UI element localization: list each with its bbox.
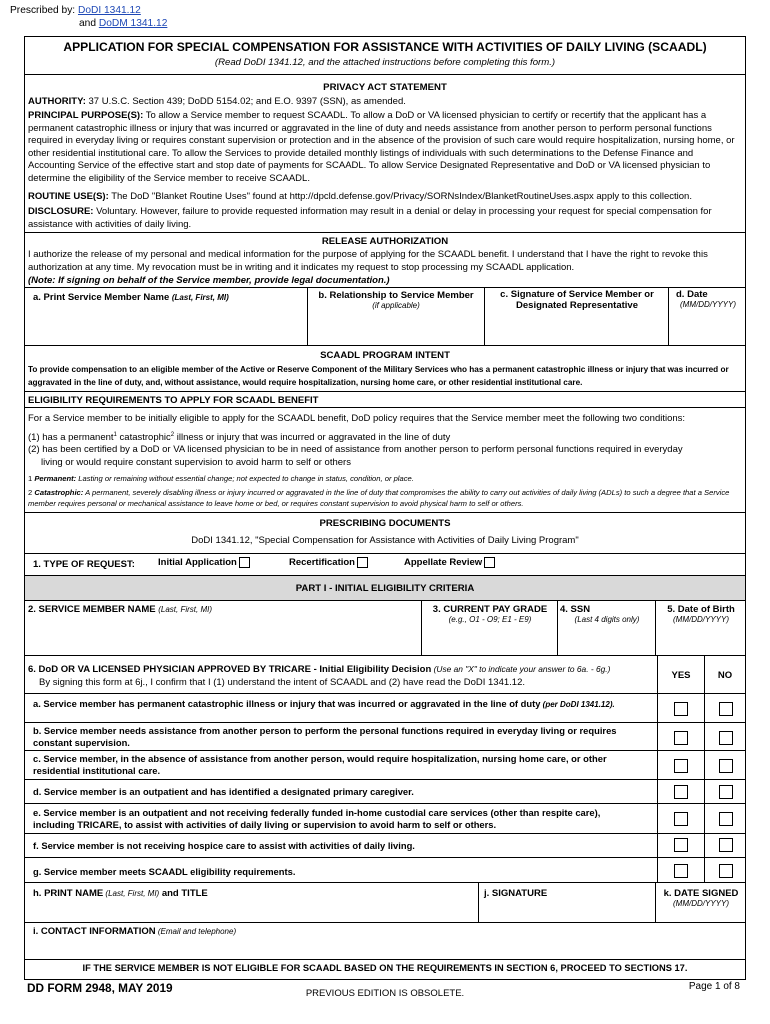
initial-application-label: Initial Application <box>158 557 237 569</box>
purpose-label: PRINCIPAL PURPOSE(S): <box>28 110 144 121</box>
relationship-hint: (if applicable) <box>372 301 420 310</box>
yes-column-header: YES <box>671 670 691 681</box>
physician-name-field[interactable] <box>33 888 208 899</box>
date-signed-label: k. DATE SIGNED <box>663 888 739 899</box>
footnote-2-text: A permanent, severely disabling illness or injury incurred or aggravated in the line of duty that compromises the ability to carry out activities of daily living (ADLs) to such a degree that a Service member requires personal or mechanical assistance to leave home or bed, or requires constant supervision to avoid physical harm to self or others. <box>28 488 730 508</box>
divider <box>668 287 669 345</box>
signature-field[interactable] <box>487 289 667 311</box>
request-option-initial[interactable] <box>158 557 250 568</box>
appellate-review-checkbox[interactable] <box>484 557 495 568</box>
contact-info-hint: (Email and telephone) <box>155 927 237 936</box>
divider <box>25 959 745 960</box>
divider <box>25 600 745 601</box>
dob-label: 5. Date of Birth <box>667 604 735 615</box>
release-heading: RELEASE AUTHORIZATION <box>321 236 449 247</box>
condition-1-pre: (1) has a permanent <box>28 432 114 444</box>
previous-edition-note: PREVIOUS EDITION IS OBSOLETE. <box>305 988 465 999</box>
appellate-review-label: Appellate Review <box>404 557 483 569</box>
intent-heading: SCAADL PROGRAM INTENT <box>320 350 450 361</box>
criterion-a-no-checkbox[interactable] <box>719 702 733 716</box>
release-name-hint: (Last, First, MI) <box>171 293 229 302</box>
criterion-b-no-checkbox[interactable] <box>719 731 733 745</box>
release-name-label: a. Print Service Member Name <box>33 292 170 303</box>
routine-label: ROUTINE USE(S): <box>28 191 109 202</box>
release-date-hint: (MM/DD/YYYY) <box>680 300 736 309</box>
criterion-c: c. Service member, in the absence of assistance from another person, would require hospitalization, nursing home care, or other residential institutional care. <box>33 753 607 777</box>
criterion-c-yes-checkbox[interactable] <box>674 759 688 773</box>
request-option-recert[interactable] <box>289 557 368 568</box>
criterion-b-yes-checkbox[interactable] <box>674 731 688 745</box>
disclosure-text: Voluntary. However, failure to provide requested information may result in a denial or delay in processing your request for special compensation for assistance with activities of daily living. <box>28 206 712 230</box>
criterion-e: e. Service member is an outpatient and not receiving federally funded in-home custodial care services (other than respite care), including TRICARE, to assist with activities of daily living or supervision to avoid harm to self or others. <box>33 807 601 831</box>
criterion-e-no-checkbox[interactable] <box>719 812 733 826</box>
release-date-field[interactable] <box>672 289 744 309</box>
prescribing-text: DoDI 1341.12, "Special Compensation for Assistance with Activities of Daily Living Program" <box>191 535 579 546</box>
divider <box>25 857 745 858</box>
divider <box>478 882 479 922</box>
not-eligible-instruction: IF THE SERVICE MEMBER IS NOT ELIGIBLE FOR SCAADL BASED ON THE REQUIREMENTS IN SECTION 6, PROCEED TO SECTIONS 17. <box>82 963 688 973</box>
divider <box>25 232 745 233</box>
divider <box>25 722 745 723</box>
footnote-2 <box>28 487 742 509</box>
disclosure <box>28 206 742 231</box>
divider <box>25 287 745 288</box>
dodi-link[interactable]: DoDI 1341.12 <box>77 5 141 16</box>
condition-1 <box>28 429 742 445</box>
pay-grade-label: 3. CURRENT PAY GRADE <box>432 604 548 615</box>
section-6-header <box>28 663 658 689</box>
criterion-a-yes-checkbox[interactable] <box>674 702 688 716</box>
section-6-line-2: By signing this form at 6j., I confirm that I (1) understand the intent of SCAADL and (2) have read the DoDI 1341.12. <box>39 677 525 688</box>
divider <box>704 655 705 883</box>
prescribed-by <box>10 4 167 30</box>
and-label: and <box>79 18 96 29</box>
ssn-label: 4. SSN <box>560 604 591 615</box>
divider <box>557 600 558 655</box>
divider <box>655 882 656 922</box>
physician-name-hint: (Last, First, MI) <box>103 889 160 898</box>
criterion-a <box>33 698 643 711</box>
condition-2 <box>28 444 742 469</box>
pay-grade-field[interactable] <box>424 604 556 624</box>
release-text: I authorize the release of my personal and medical information for the purpose of applying for the SCAADL benefit. I understand that I have the right to revoke this authorization at any time. My revocation must be in writing and it indicates my request to stop processing my SCAADL application. <box>28 249 708 273</box>
disclosure-label: DISCLOSURE: <box>28 206 94 217</box>
divider <box>25 833 745 834</box>
member-name-label: 2. SERVICE MEMBER NAME <box>28 604 156 615</box>
divider <box>484 287 485 345</box>
footnote-2-label: Catastrophic: <box>34 488 84 497</box>
footnote-1 <box>28 473 742 484</box>
contact-info-field[interactable] <box>33 926 236 937</box>
form-subtitle: (Read DoDI 1341.12, and the attached instructions before completing this form.) <box>214 57 556 68</box>
ssn-field[interactable] <box>560 604 654 624</box>
criterion-f: f. Service member is not receiving hospice care to assist with activities of daily living. <box>33 840 415 851</box>
form-id: DD FORM 2948, MAY 2019 <box>27 981 173 995</box>
divider <box>657 655 658 883</box>
section-6-hint: (Use an "X" to indicate your answer to 6a. - 6g.) <box>431 664 611 674</box>
divider <box>25 922 745 923</box>
form-title: APPLICATION FOR SPECIAL COMPENSATION FOR ASSISTANCE WITH ACTIVITIES OF DAILY LIVING (SCAADL) <box>63 40 707 54</box>
privacy-heading: PRIVACY ACT STATEMENT <box>323 82 447 93</box>
footnote-1-text: Lasting or remaining without essential change; not expected to change in status, condition, or place. <box>76 474 414 483</box>
superscript-2: 2 <box>170 432 175 438</box>
member-name-hint: (Last, First, MI) <box>158 605 212 614</box>
footnote-2-num: 2 <box>28 488 33 497</box>
divider <box>25 512 745 513</box>
request-type-label: 1. TYPE OF REQUEST: <box>33 559 135 570</box>
divider <box>25 882 745 883</box>
divider <box>307 287 308 345</box>
release-name-field[interactable] <box>33 292 229 303</box>
criterion-d-yes-checkbox[interactable] <box>674 785 688 799</box>
recertification-label: Recertification <box>289 557 355 569</box>
ssn-hint: (Last 4 digits only) <box>574 615 640 624</box>
criterion-g: g. Service member meets SCAADL eligibility requirements. <box>33 866 296 877</box>
criterion-d-no-checkbox[interactable] <box>719 785 733 799</box>
section-6-label: 6. DoD OR VA LICENSED PHYSICIAN APPROVED BY TRICARE - Initial Eligibility Decision <box>28 664 432 675</box>
physician-signature-field[interactable]: j. SIGNATURE <box>484 888 548 899</box>
divider <box>25 779 745 780</box>
criterion-f-yes-checkbox[interactable] <box>674 838 688 852</box>
authority <box>28 96 742 109</box>
date-signed-hint: (MM/DD/YYYY) <box>673 899 729 908</box>
criterion-g-yes-checkbox[interactable] <box>674 864 688 878</box>
criterion-b: b. Service member needs assistance from another person to perform the personal functions required in everyday living or requires constant supervision. <box>33 725 617 749</box>
divider <box>25 407 745 408</box>
condition-2-line-1: (2) has been certified by a DoD or VA licensed physician to be in need of assistance from another person to perform personal functions required in everyday <box>28 444 683 455</box>
release-date-label: d. Date <box>676 289 708 300</box>
criterion-a-hint: (per DoDI 1341.12). <box>540 700 615 709</box>
pay-grade-hint: (e.g., O1 - O9; E1 - E9) <box>448 615 532 624</box>
prescribed-by-label: Prescribed by: <box>10 5 76 16</box>
superscript-1: 1 <box>113 432 117 438</box>
divider <box>25 803 745 804</box>
criterion-d: d. Service member is an outpatient and has identified a designated primary caregiver. <box>33 786 414 797</box>
intent-text: To provide compensation to an eligible member of the Active or Reserve Component of the Military Services who has a permanent catastrophic illness or injury that was incurred or aggravated in the line of duty, and, without assistance, would require hospitalization, nursing home care, or other residential institutional care. <box>28 365 729 387</box>
routine-uses <box>28 191 742 204</box>
release-note: (Note: If signing on behalf of the Service member, provide legal documentation.) <box>28 275 390 286</box>
relationship-field[interactable] <box>310 290 482 310</box>
no-column-header: NO <box>717 670 733 681</box>
criterion-c-no-checkbox[interactable] <box>719 759 733 773</box>
divider <box>25 345 745 346</box>
dodm-link[interactable]: DoDM 1341.12 <box>98 18 168 29</box>
recertification-checkbox[interactable] <box>357 557 368 568</box>
divider <box>25 693 745 694</box>
criterion-a-text: a. Service member has permanent catastrophic illness or injury that was incurred or aggravated in the line of duty <box>33 698 541 709</box>
divider <box>25 655 745 656</box>
divider <box>25 391 745 392</box>
condition-1-mid: catastrophic <box>116 432 171 444</box>
criterion-g-no-checkbox[interactable] <box>719 864 733 878</box>
routine-text: The DoD "Blanket Routine Uses" found at http://dpcld.defense.gov/Privacy/SORNsIndex/BlanketRoutineUses.aspx apply to this collection. <box>108 191 692 202</box>
physician-name-label: h. PRINT NAME <box>33 888 104 899</box>
page-number: Page 1 of 8 <box>688 981 740 992</box>
purpose-text: To allow a Service member to request SCAADL. To allow a DoD or VA licensed physician to certify or recertify that the applicant has a permanent catastrophic illness or injury that was incurred or aggravated in the line of duty and needs assistance from another person to perform personal functions required in everyday living or requires constant supervision or protection and in the absence of the provision of such care would require hospitalization, nursing home, or other residential institutional care. To allow the Services to provide detailed monthly listings of individuals with such determinations to the Defense Finance and Accounting Service of the effective start and stop date of payments for SCAADL. To allow Service Designated Representative and DoD or VA licensed physician to determine the eligibility of the Service member to receive SCAADL. <box>28 110 735 184</box>
dob-field[interactable] <box>658 604 744 624</box>
request-option-appellate[interactable] <box>404 557 495 568</box>
authority-label: AUTHORITY: <box>28 96 86 107</box>
divider <box>25 750 745 751</box>
initial-application-checkbox[interactable] <box>239 557 250 568</box>
member-name-field[interactable] <box>28 604 212 615</box>
divider <box>25 553 745 554</box>
part-1-heading: PART I - INITIAL ELIGIBILITY CRITERIA <box>295 583 475 594</box>
footnote-1-num: 1 <box>28 474 33 483</box>
divider <box>655 600 656 655</box>
dob-hint: (MM/DD/YYYY) <box>673 615 729 624</box>
eligibility-intro: For a Service member to be initially eligible to apply for the SCAADL benefit, DoD policy requires that the Service member meet the following two conditions: <box>28 413 686 424</box>
physician-title-label: and TITLE <box>159 888 208 899</box>
eligibility-heading: ELIGIBILITY REQUIREMENTS TO APPLY FOR SCAADL BENEFIT <box>28 395 319 406</box>
principal-purpose <box>28 110 742 186</box>
contact-info-label: i. CONTACT INFORMATION <box>33 926 156 937</box>
criterion-f-no-checkbox[interactable] <box>719 838 733 852</box>
condition-2-line-2: living or would require constant supervision to avoid harm to self or others <box>41 456 351 468</box>
criterion-e-yes-checkbox[interactable] <box>674 812 688 826</box>
divider <box>421 600 422 655</box>
condition-1-post: illness or injury that was incurred or aggravated in the line of duty <box>174 432 451 444</box>
authority-text: 37 U.S.C. Section 439; DoDD 5154.02; and E.O. 9397 (SSN), as amended. <box>85 96 406 107</box>
divider <box>25 74 745 75</box>
signature-label-1: c. Signature of Service Member or <box>500 289 654 300</box>
date-signed-field[interactable] <box>658 888 744 908</box>
prescribing-heading: PRESCRIBING DOCUMENTS <box>319 518 451 529</box>
relationship-label: b. Relationship to Service Member <box>318 290 474 301</box>
signature-label-2: Designated Representative <box>516 300 638 311</box>
footnote-1-label: Permanent: <box>34 474 77 483</box>
